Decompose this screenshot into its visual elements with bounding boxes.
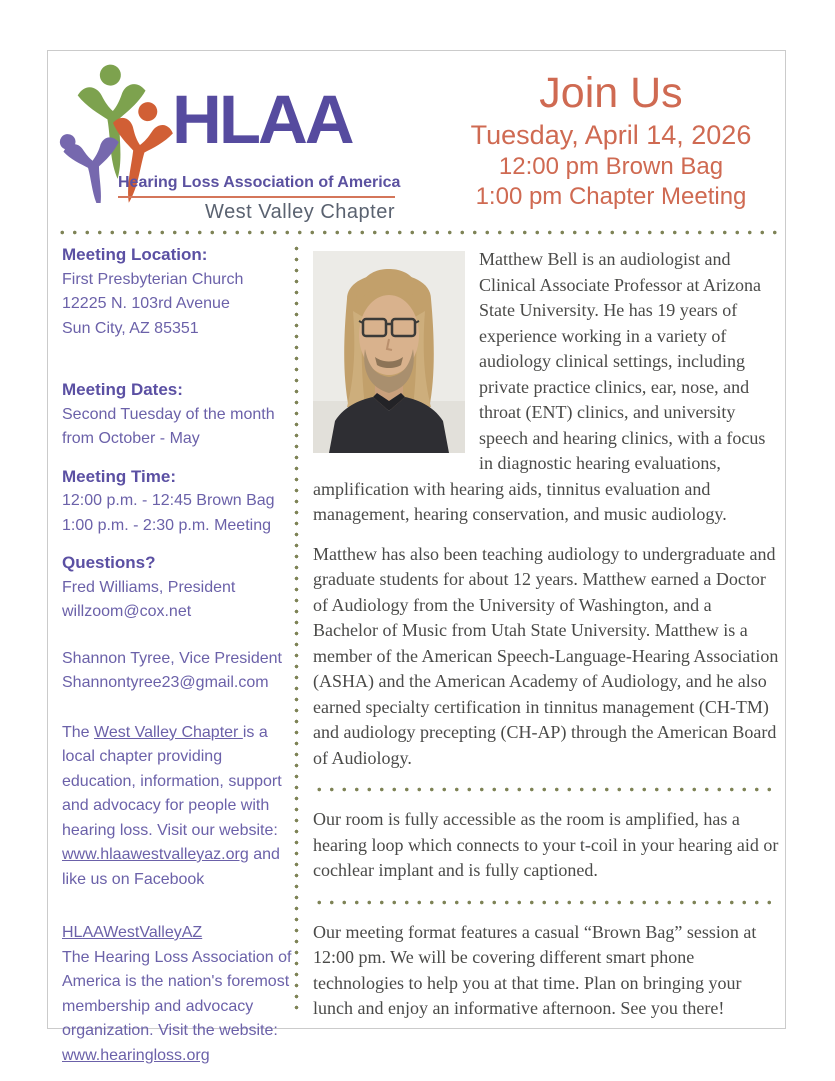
about-chapter-text: is a local chapter providing education, information, support and advocacy for people with hearing loss. Visit our website: — [62, 723, 282, 839]
location-line: First Presbyterian Church — [62, 270, 244, 288]
meeting-time-section — [62, 465, 296, 539]
meeting-dates-section — [62, 378, 296, 452]
section-dotted-divider — [313, 900, 780, 905]
vice-president-name: Shannon Tyree, Vice President — [62, 649, 282, 667]
about-national-text: The Hearing Loss Association of America is the nation's foremost membership and advocacy organization. Visit the website: — [62, 948, 292, 1039]
header-dotted-divider — [56, 230, 778, 235]
spacer — [62, 905, 296, 921]
section-dotted-divider — [313, 787, 780, 792]
questions-section — [62, 551, 296, 696]
facebook-page-link[interactable]: HLAAWestValleyAZ — [62, 924, 203, 941]
west-valley-chapter-link[interactable]: West Valley Chapter — [94, 723, 243, 741]
join-us-title: Join Us — [539, 69, 683, 117]
meeting-location-heading: Meeting Location: — [62, 245, 208, 264]
meeting-dates-text: Second Tuesday of the month from October - May — [62, 405, 275, 447]
bio-paragraph-1: Matthew Bell is an audiologist and Clinical Associate Professor at Arizona State University. He has 19 years of experience working in a variety of audiology clinical settings, including private practice clinics, ear, nose, and throat (ENT) clinics, and university speech and hearing clinics, with a focus in diagnostic hearing evaluations, amplification with hearing aids, tinnitus evaluation and management, hearing conservation, and music audiology. — [313, 249, 766, 524]
meeting-dates-heading: Meeting Dates: — [62, 380, 183, 399]
main-content — [313, 247, 780, 1036]
sidebar — [62, 243, 296, 1081]
meeting-time-line: 1:00 p.m. - 2:30 p.m. Meeting — [62, 516, 271, 534]
national-website-link[interactable]: www.hearingloss.org — [62, 1046, 210, 1064]
about-chapter-text: and like us on Facebook — [62, 846, 280, 888]
location-line: Sun City, AZ 85351 — [62, 319, 199, 337]
location-line: 12225 N. 103rd Avenue — [62, 295, 230, 312]
president-name: Fred Williams, President — [62, 578, 236, 596]
bio-paragraph-2: Matthew has also been teaching audiology to undergraduate and graduate students for about 12 years. Matthew earned a Doctor of Audiology from the University of Washington, and a Bachelor of Music from Utah State University. Matthew is a member of the American Speech-Language-Hearing Association (ASHA) and the American Academy of Audiology, and he also earned specialty certification in tinnitus management (CH-TM) and audiology precepting (CH-AP) through the American Board of Audiology. — [313, 543, 779, 768]
speaker-photo — [313, 251, 465, 453]
questions-heading: Questions? — [62, 553, 156, 572]
meeting-time-line: 12:00 p.m. - 12:45 Brown Bag — [62, 492, 275, 509]
join-us-block — [443, 67, 779, 212]
logo-chapter-name: West Valley Chapter — [205, 201, 395, 223]
logo-org-name: Hearing Loss Association of America — [118, 174, 401, 191]
spacer — [62, 354, 296, 378]
logo-orange-rule — [118, 196, 395, 198]
flyer-page — [47, 50, 786, 1064]
meeting-time-heading: Meeting Time: — [62, 466, 176, 486]
brown-bag-time: 12:00 pm Brown Bag — [498, 153, 724, 180]
chapter-website-link[interactable]: www.hlaawestvalleyaz.org — [62, 846, 249, 863]
meeting-date: Tuesday, April 14, 2026 — [470, 120, 752, 150]
spacer — [62, 709, 296, 721]
meeting-location-section — [62, 243, 296, 341]
about-chapter-text: The — [62, 723, 95, 741]
accessibility-paragraph: Our room is fully accessible as the room is amplified, has a hearing loop which connects to your t-coil in your hearing aid or cochlear implant and is fully captioned. — [313, 809, 779, 880]
about-chapter-section — [62, 721, 296, 893]
meeting-format-paragraph: Our meeting format features a casual “Brown Bag” session at 12:00 pm. We will be covering different smart phone technologies to help you at that time. Plan on bringing your lunch and enjoy an informative afternoon. See you there! — [313, 921, 757, 1018]
president-email: willzoom@cox.net — [62, 603, 192, 620]
about-national-section — [62, 921, 296, 1068]
vice-president-email: Shannontyree23@gmail.com — [62, 674, 269, 691]
spacer — [62, 625, 296, 647]
chapter-meeting-time: 1:00 pm Chapter Meeting — [475, 183, 747, 210]
logo-acronym: HLAA — [172, 81, 352, 158]
